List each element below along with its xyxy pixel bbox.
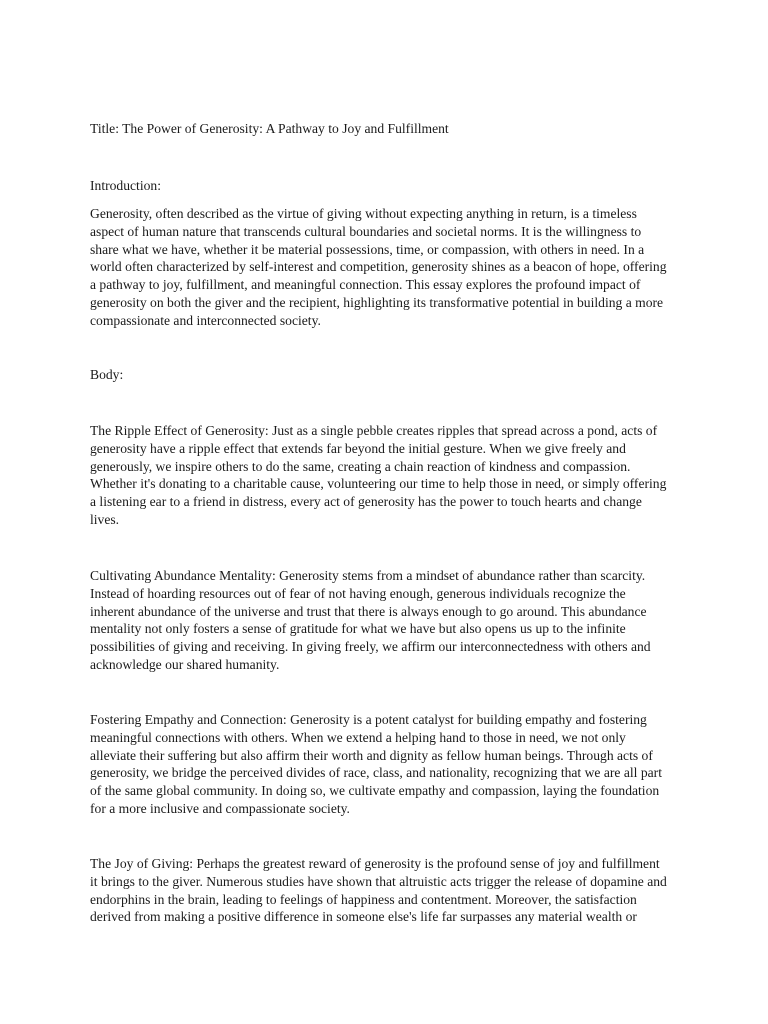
- section-line: meaningful connections with others. When we extend a helping hand to those in need, we not only: [90, 729, 626, 745]
- section-abundance-mentality: [90, 567, 690, 674]
- section-line: The Ripple Effect of Generosity: Just as a single pebble creates ripples that spread across a pond, acts of: [90, 423, 658, 438]
- section-line: Fostering Empathy and Connection: Generosity is a potent catalyst for building empathy and fostering: [90, 712, 647, 727]
- title-line: Title: The Power of Generosity: A Pathway to Joy and Fulfillment: [90, 121, 449, 136]
- body-heading-line: Body:: [90, 367, 124, 382]
- document-title: [90, 120, 690, 138]
- section-line: Whether it's donating to a charitable cause, volunteering our time to help those in need, or simply offering: [90, 476, 667, 492]
- intro-line: compassionate and interconnected society.: [90, 312, 321, 328]
- section-ripple-effect: [90, 422, 690, 529]
- intro-line: share what we have, whether it be material possessions, time, or compassion, with others in need. In a: [90, 241, 645, 257]
- intro-line: generosity on both the giver and the recipient, highlighting its transformative potential in building a more: [90, 294, 664, 310]
- section-line: of the same global community. In doing so, we cultivate empathy and compassion, laying the foundation: [90, 783, 660, 799]
- section-line: it brings to the giver. Numerous studies have shown that altruistic acts trigger the release of dopamine and: [90, 873, 667, 889]
- section-joy-of-giving: [90, 855, 690, 926]
- intro-line: Generosity, often described as the virtue of giving without expecting anything in return, is a timeless: [90, 206, 637, 221]
- section-line: generously, we inspire others to do the same, creating a chain reaction of kindness and compassion.: [90, 458, 631, 474]
- section-line: alleviate their suffering but also affirm their worth and dignity as fellow human beings. Through acts of: [90, 747, 653, 763]
- introduction-paragraph: [90, 205, 690, 330]
- section-line: mentality not only fosters a sense of gratitude for what we have but also opens us up to the infinite: [90, 621, 626, 637]
- intro-heading-line: Introduction:: [90, 178, 161, 193]
- section-empathy-connection: [90, 711, 690, 818]
- section-line: a listening ear to a friend in distress, every act of generosity has the power to touch hearts and change: [90, 494, 642, 510]
- section-line: generosity, we bridge the perceived divides of race, class, and nationality, recognizing that we are all part: [90, 765, 662, 781]
- section-line: Instead of hoarding resources out of fear of not having enough, generous individuals recognize the: [90, 585, 626, 601]
- section-line: possibilities of giving and receiving. In giving freely, we affirm our interconnectedness with others and: [90, 639, 651, 655]
- intro-line: a pathway to joy, fulfillment, and meaningful connection. This essay explores the profound impact of: [90, 277, 641, 293]
- section-line: lives.: [90, 511, 120, 527]
- section-line: The Joy of Giving: Perhaps the greatest reward of generosity is the profound sense of joy and fulfillment: [90, 856, 660, 871]
- intro-line: world often characterized by self-interest and competition, generosity shines as a beacon of hope, offering: [90, 259, 667, 275]
- body-heading: [90, 366, 690, 384]
- section-line: acknowledge our shared humanity.: [90, 656, 280, 672]
- intro-line: aspect of human nature that transcends cultural boundaries and societal norms. It is the willingness to: [90, 223, 642, 239]
- introduction-heading: [90, 177, 690, 195]
- section-line: generosity have a ripple effect that extends far beyond the initial gesture. When we give freely and: [90, 440, 626, 456]
- section-line: derived from making a positive difference in someone else's life far surpasses any material wealth or: [90, 909, 637, 925]
- section-line: endorphins in the brain, leading to feelings of happiness and contentment. Moreover, the satisfaction: [90, 891, 637, 907]
- section-line: Cultivating Abundance Mentality: Generosity stems from a mindset of abundance rather than scarcity.: [90, 568, 646, 583]
- section-line: inherent abundance of the universe and trust that there is always enough to go around. This abundance: [90, 603, 647, 619]
- section-line: for a more inclusive and compassionate society.: [90, 800, 350, 816]
